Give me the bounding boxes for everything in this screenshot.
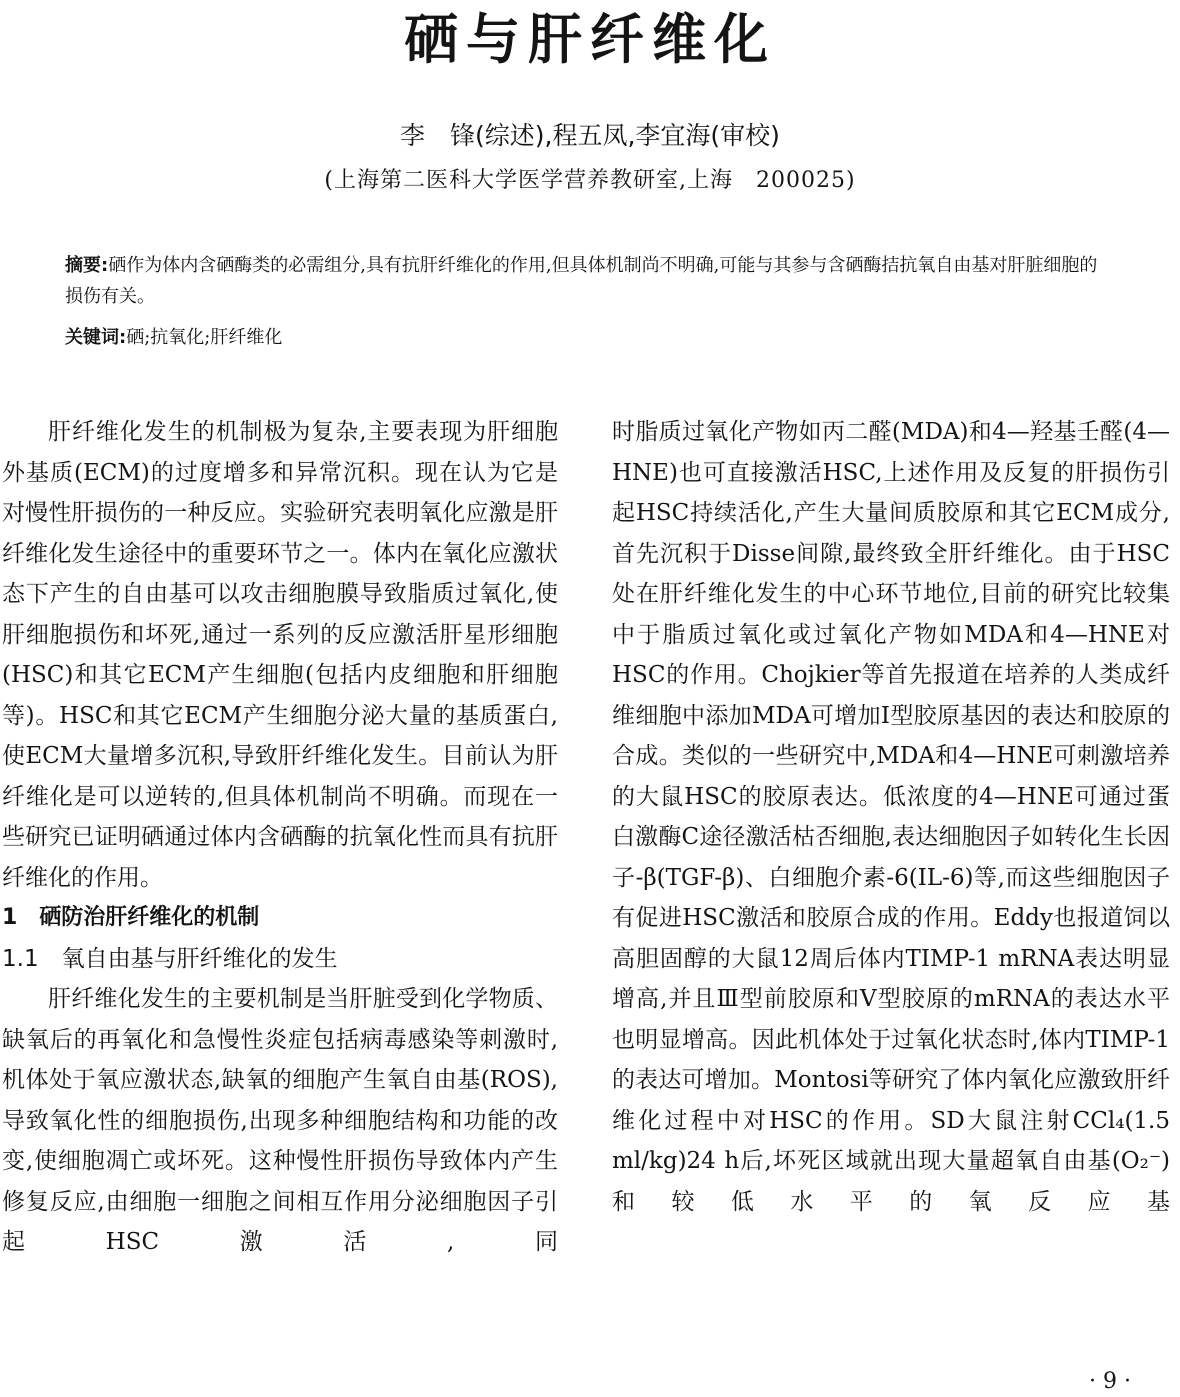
- keywords: [65, 322, 1115, 353]
- affiliation: (上海第二医科大学医学营养教研室,上海 200025): [324, 168, 856, 193]
- left-column: [2, 412, 558, 1263]
- right-column: [612, 412, 1170, 1222]
- body-paragraph: 肝纤维化发生的主要机制是当肝脏受到化学物质、缺氧后的再氧化和急慢性炎症包括病毒感染等刺激时,机体处于氧应激状态,缺氧的细胞产生氧自由基(ROS),导致氧化性的细胞损伤,出现多种细胞结构和功能的改变,使细胞凋亡或坏死。这种慢性肝损伤导致体内产生修复反应,由细胞一细胞之间相互作用分泌细胞因子引起HSC激活,同: [2, 986, 558, 1255]
- abstract: [65, 250, 1115, 312]
- section-heading-1-1: 1.1 氧自由基与肝纤维化的发生: [2, 945, 338, 972]
- abstract-label: 摘要:: [65, 255, 109, 276]
- abstract-block: [65, 250, 1115, 353]
- section-heading-1: 1 硒防治肝纤维化的机制: [2, 905, 260, 930]
- abstract-text: 硒作为体内含硒酶类的必需组分,具有抗肝纤维化的作用,但具体机制尚不明确,可能与其参与含硒酶拮抗氧自由基对肝脏细胞的损伤有关。: [65, 255, 1098, 307]
- author-line: 李 锋(综述),程五凤,李宜海(审校): [400, 121, 780, 150]
- article-title: 硒与肝纤维化: [404, 7, 776, 71]
- page-number: · 9 ·: [1089, 1369, 1131, 1394]
- intro-paragraph: 肝纤维化发生的机制极为复杂,主要表现为肝细胞外基质(ECM)的过度增多和异常沉积。现在认为它是对慢性肝损伤的一种反应。实验研究表明氧化应激是肝纤维化发生途径中的重要环节之一。体内在氧化应激状态下产生的自由基可以攻击细胞膜导致脂质过氧化,使肝细胞损伤和坏死,通过一系列的反应激活肝星形细胞(HSC)和其它ECM产生细胞(包括内皮细胞和肝细胞等)。HSC和其它ECM产生细胞分泌大量的基质蛋白,使ECM大量增多沉积,导致肝纤维化发生。目前认为肝纤维化是可以逆转的,但具体机制尚不明确。而现在一些研究已证明硒通过体内含硒酶的抗氧化性而具有抗肝纤维化的作用。: [2, 419, 558, 891]
- body-paragraph-continued: 时脂质过氧化产物如丙二醛(MDA)和4—羟基壬醛(4—HNE)也可直接激活HSC,上述作用及反复的肝损伤引起HSC持续活化,产生大量间质胶原和其它ECM成分,首先沉积于Disse间隙,最终致全肝纤维化。由于HSC处在肝纤维化发生的中心环节地位,目前的研究比较集中于脂质过氧化或过氧化产物如MDA和4—HNE对HSC的作用。Chojkier等首先报道在培养的人类成纤维细胞中添加MDA可增加Ⅰ型胶原基因的表达和胶原的合成。类似的一些研究中,MDA和4—HNE可刺激培养的大鼠HSC的胶原表达。低浓度的4—HNE可通过蛋白激酶C途径激活枯否细胞,表达细胞因子如转化生长因子-β(TGF-β)、白细胞介素-6(IL-6)等,而这些细胞因子有促进HSC激活和胶原合成的作用。Eddy也报道饲以高胆固醇的大鼠12周后体内TIMP-1 mRNA表达明显增高,并且Ⅲ型前胶原和Ⅴ型胶原的mRNA的表达水平也明显增高。因此机体处于过氧化状态时,体内TIMP-1的表达可增加。Montosi等研究了体内氧化应激致肝纤维化过程中对HSC的作用。SD大鼠注射CCl₄(1.5 ml/kg)24 h后,坏死区域就出现大量超氧自由基(O₂⁻)和较低水平的氧反应基: [612, 419, 1170, 1215]
- keywords-text: 硒;抗氧化;肝纤维化: [126, 327, 283, 348]
- keywords-label: 关键词:: [65, 327, 127, 348]
